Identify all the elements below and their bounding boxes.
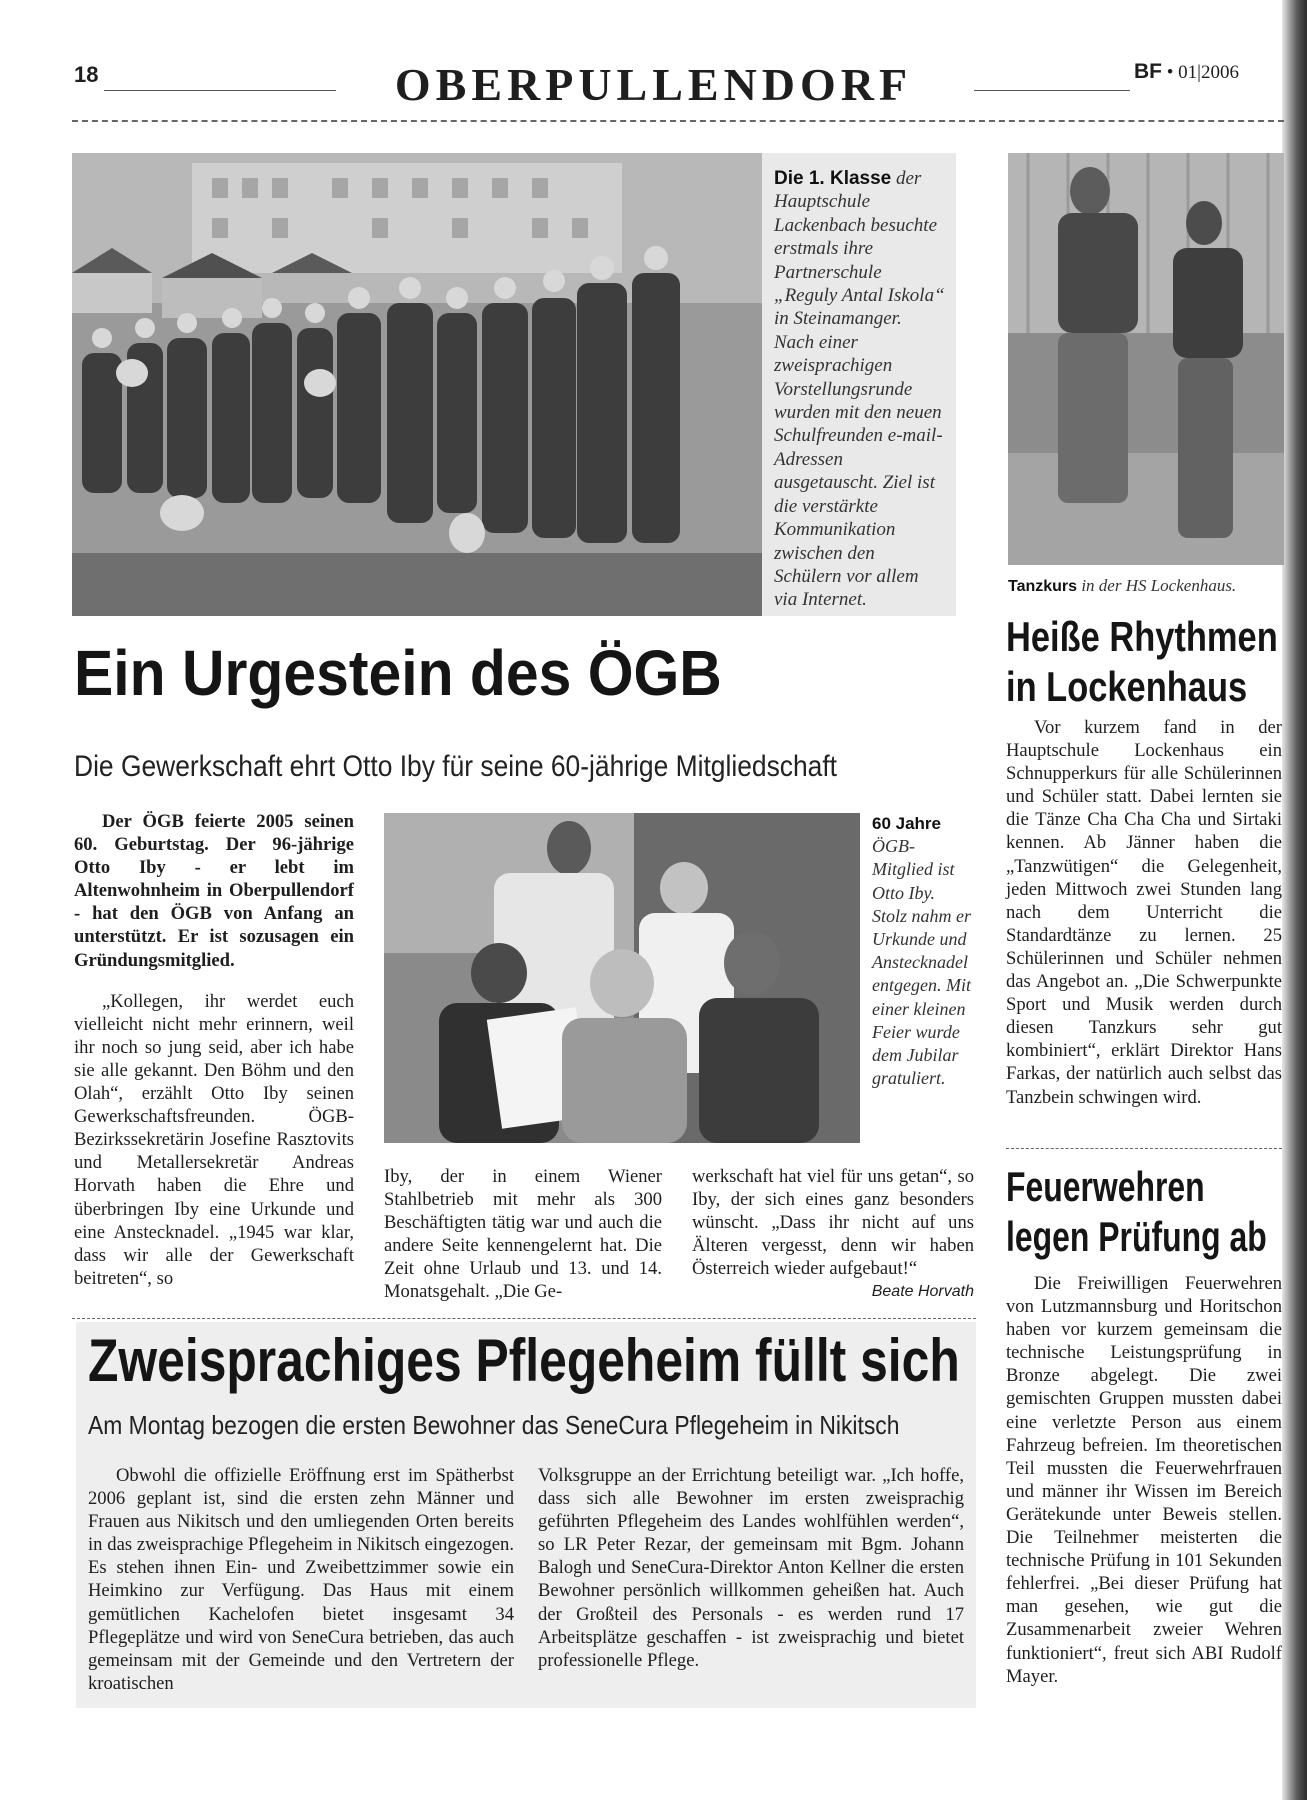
- dance-class-photo: [1008, 153, 1284, 565]
- school-group-photo: [72, 153, 762, 616]
- pflegeheim-headline: Zweisprachiges Pflegeheim füllt sich: [88, 1327, 960, 1394]
- tanz-headline: [1006, 612, 1278, 712]
- feuerwehr-body: [1006, 1272, 1282, 1688]
- oegb-caption-lead: 60 Jahre: [872, 814, 941, 833]
- oegb-headline: Ein Urgestein des ÖGB: [74, 637, 722, 709]
- oegb-subheadline: Die Gewerkschaft ehrt Otto Iby für seine 60-jährige Mitgliedschaft: [74, 750, 838, 783]
- oegb-col2-body: Iby, der in einem Wiener Stahlbetrieb mit mehr als 300 Beschäftigten tätig war und auch die andere Seite kennengelernt hat. Die Zeit ohne Urlaub und 13. und 14. Monatsgehalt. „Die Ge-: [384, 1166, 662, 1303]
- oegb-photo-caption: [872, 812, 974, 1090]
- caption-lead: Die 1. Klasse: [774, 168, 892, 189]
- tanz-headline-line-2: in Lockenhaus: [1006, 663, 1248, 710]
- feuerwehr-headline-line-2: legen Prüfung ab: [1006, 1213, 1267, 1260]
- issue-info: [1134, 60, 1239, 84]
- caption-text: der Hauptschule Lackenbach besuchte erstmals ihre Partnerschule „Reguly Antal Iskola“ in Steinamanger. Nach einer zweisprachigen Vorstellungsrunde wurden mit den neuen Schulfreunden e-mail-Adressen ausgetauscht. Ziel ist die verstärkte Kommunikation zwischen den Schülern vor allem via Internet.: [774, 168, 945, 611]
- feuerwehr-headline-line-1: Feuerwehren: [1006, 1163, 1205, 1210]
- page-number: 18: [74, 62, 99, 87]
- oegb-author: Beate Horvath: [871, 1283, 974, 1301]
- oegb-column-1: [74, 810, 354, 1290]
- header-divider: [72, 120, 1284, 122]
- dance-caption-text: in der HS Lockenhaus.: [1081, 576, 1237, 595]
- oegb-award-photo-image: [384, 813, 860, 1143]
- issue-number: • 01|2006: [1166, 62, 1239, 83]
- oegb-column-3: [692, 1165, 974, 1304]
- pflegeheim-col2-body: Volksgruppe an der Errichtung beteiligt war. „Ich hoffe, dass sich alle Bewohner im ersten zweisprachig geführten Pflegeheim des Landes wohlfühlen werden“, so LR Peter Rezar, der gemeinsam mit Bgm. Johann Balogh und SeneCura-Direktor Anton Kellner die ersten Bewohner persönlich willkommen geheißen hat. Auch der Großteil des Personals - es werden rund 17 Arbeitsplätze geschaffen - ist zweisprachig und bietet professionelle Pflege.: [538, 1465, 964, 1671]
- tanz-headline-line-1: Heiße Rhythmen: [1006, 613, 1278, 660]
- section-title: OBERPULLENDORF: [394, 59, 913, 110]
- oegb-col3-body: werkschaft hat viel für uns getan“, so Iby, der sich eines ganz besonders wünscht. „Dass ihr nicht auf uns Älteren vergesst, denn wir haben Österreich wieder aufgebaut!“ Beate Horvath: [692, 1165, 974, 1280]
- school-group-photo-image: [72, 153, 762, 616]
- pflegeheim-col1-body: Obwohl die offizielle Eröffnung erst im Spätherbst 2006 geplant ist, sind die ersten zehn Männer und Frauen aus Nikitsch und den umliegenden Orten bereits in das zweisprachige Pflegeheim in Nikitsch eingezogen. Es stehen ihnen Ein- und Zweibettzimmer sowie ein Heimkino zur Verfügung. Das Haus mit einem gemütlichen Kachelofen bietet insgesamt 34 Pflegeplätze und wird von SeneCura betrieben, das auch gemeinsam mit der Gemeinde und den Vertretern der kroatischen: [88, 1465, 514, 1694]
- oegb-caption-text: ÖGB-Mitglied ist Otto Iby. Stolz nahm er Urkunde und Anstecknadel entgegen. Mit einer kleinen Feier wurde dem Jubilar gratuliert.: [872, 836, 971, 1089]
- pflegeheim-subheadline: Am Montag bezogen die ersten Bewohner das SeneCura Pflegeheim in Nikitsch: [88, 1410, 900, 1440]
- oegb-lead: Der ÖGB feierte 2005 seinen 60. Geburtstag. Der 96-jährige Otto Iby - er lebt im Altenwohnheim in Oberpullendorf - hat den ÖGB von Anfang an unterstützt. Er ist sozusagen ein Gründungsmitglied.: [74, 811, 354, 971]
- right-column-divider: [1006, 1148, 1282, 1149]
- page-edge-shadow: [1282, 0, 1307, 1800]
- oegb-col1-body: „Kollegen, ihr werdet euch vielleicht nicht mehr erinnern, weil ihr noch so jung seid, aber ich habe sie alle gekannt. Den Böhm und den Olah“, erzählt Otto Iby seinen Gewerkschaftsfreunden. ÖGB-Bezirkssekretärin Josefine Rasztovits und Metallersekretär Andreas Horvath haben die Ehre und überbringen Iby eine Urkunde und eine Anstecknadel. „1945 war klar, dass wir alle der Gewerkschaft beitreten“, so: [74, 990, 354, 1289]
- oegb-column-2: [384, 1165, 662, 1304]
- dance-class-photo-image: [1008, 153, 1284, 565]
- tanz-body: [1006, 716, 1282, 1109]
- oegb-award-photo: [384, 813, 860, 1143]
- dance-photo-caption: [1008, 576, 1284, 596]
- tanz-body-text: Vor kurzem fand in der Hauptschule Lockenhaus ein Schnupperkurs für alle Schülerinnen und Schüler statt. Dabei lernten sie die Tänze Cha Cha Cha und Sirtaki kennen. Ab Jänner haben die „Tanzwütigen“ die Gelegenheit, jeden Mittwoch zwei Stunden lang nach dem Unterricht die Standardtänze zu lernen. 25 Schülerinnen und Schüler nehmen das Angebot an. „Die Schwerpunkte Sport und Musik werden durch diesen Tanzkurs sehr gut kombiniert“, erklärt Direktor Hans Farkas, der natürlich auch selbst das Tanzbein schwingen wird.: [1006, 717, 1282, 1108]
- header-rule-right: [974, 90, 1130, 91]
- feuerwehr-body-text: Die Freiwilligen Feuerwehren von Lutzmannsburg und Horitschon haben vor kurzem gemeinsam die technische Leistungsprüfung in Bronze abgelegt. Die zwei gemischten Gruppen mussten dabei eine verletzte Person aus einem Fahrzeug befreien. Im theoretischen Teil mussten die Feuerwehrfrauen und männer ihr Wissen im Bereich Gerätekunde unter Beweis stellen. Die Teilnehmer meisterten die technische Prüfung in 101 Sekunden fehlerfrei. „Bei dieser Prüfung hat man gesehen, wie gut die Zusammenarbeit zweier Wehren funktioniert“, freut sich ABI Rudolf Mayer.: [1006, 1273, 1282, 1687]
- pflegeheim-column-2: [538, 1464, 964, 1672]
- pflegeheim-column-1: [88, 1464, 514, 1695]
- oegb-divider: [72, 1318, 976, 1319]
- brand-logo: BF: [1134, 60, 1162, 83]
- feuerwehr-headline: [1006, 1162, 1267, 1262]
- dance-caption-lead: Tanzkurs: [1008, 578, 1078, 595]
- school-photo-caption: [762, 153, 956, 616]
